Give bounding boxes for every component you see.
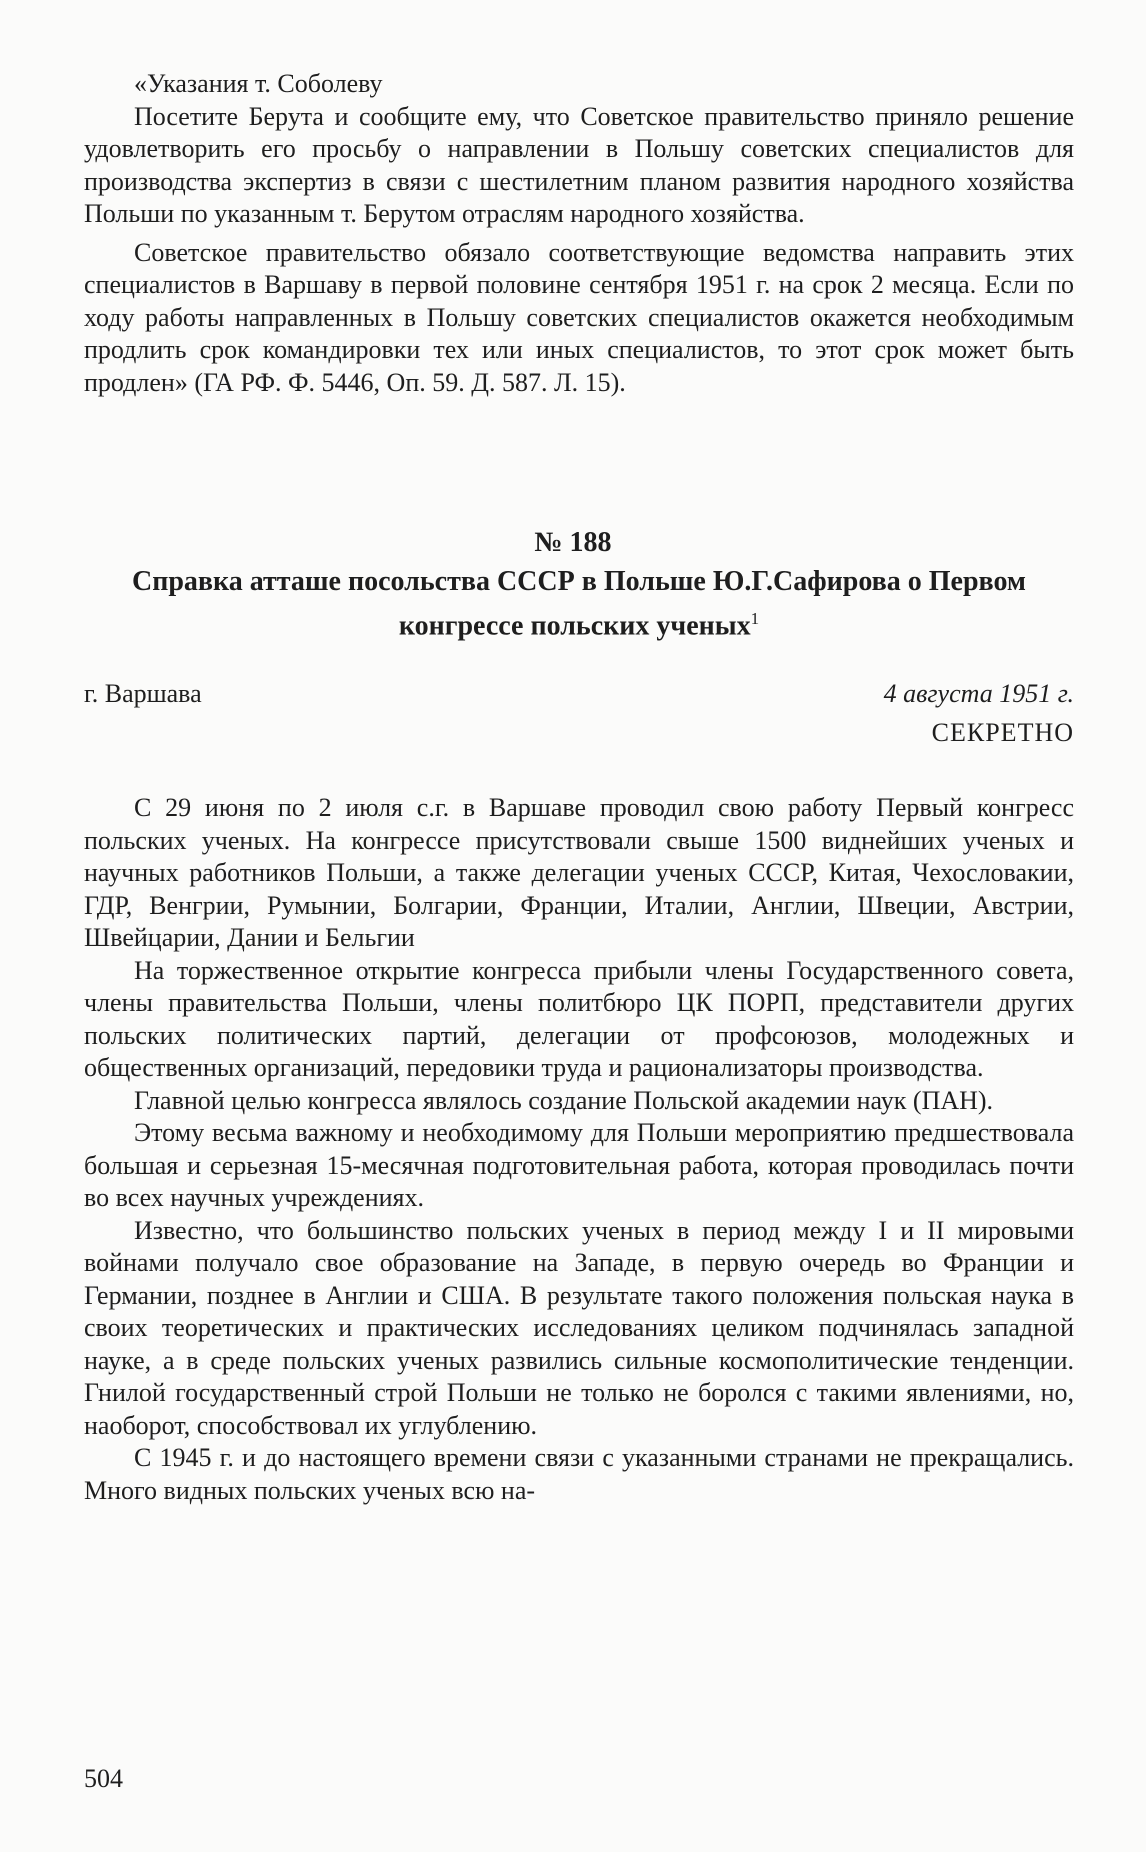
excerpt-paragraph: Советское правительство обязало соответствующие ведомства направить этих специалистов в Варшаву в первой половине сентября 1951 г. на срок 2 месяца. Если по ходу работы направленных в Польшу советских специалистов окажется необходимым продлить срок командировки тех или иных специалистов, то этот срок может быть продлен» (ГА РФ. Ф. 5446, Оп. 59. Д. 587. Л. 15). [84, 237, 1074, 397]
document-title [84, 563, 1074, 644]
body-paragraph: С 1945 г. и до настоящего времени связи с указанными странами не прекращались. Много видных польских ученых всю на- [84, 1443, 1074, 1505]
document-title-text: Справка атташе посольства СССР в Польше Ю.Г.Сафирова о Первом конгрессе польских ученых [132, 566, 1026, 642]
page-number: 504 [84, 1764, 123, 1793]
body-paragraph: Известно, что большинство польских ученых в период между I и II мировыми войнами получало свое образование на Западе, в первую очередь во Франции и Германии, позднее в Англии и США. В результате такого положения польская наука в своих теоретических и практических исследованиях целиком подчинялась западной науке, а в среде польских ученых развились сильные космополитические тенденции. Гнилой государственный строй Польши не только не боролся с такими явлениями, но, наоборот, способствовал их углублению. [84, 1215, 1074, 1440]
document-number: № 188 [534, 527, 612, 558]
preceding-document-excerpt [84, 68, 1074, 399]
body-paragraph: На торжественное открытие конгресса прибыли члены Государственного совета, члены правительства Польши, члены политбюро ЦК ПОРП, представители других польских политических партий, делегации от профсоюзов, молодежных и общественных организаций, передовики труда и рационализаторы производства. [84, 955, 1074, 1082]
document-body [84, 710, 1074, 1507]
place-date-line [84, 679, 1074, 709]
body-paragraph: Этому весьма важному и необходимому для Польши мероприятию предшествовала большая и серьезная 15-месячная подготовительная работа, которая проводилась почти во всех научных учреждениях. [84, 1118, 1074, 1212]
quote-heading: «Указания т. Соболеву [134, 69, 383, 98]
document-date: 4 августа 1951 г. [883, 679, 1074, 708]
body-paragraph: С 29 июня по 2 июля с.г. в Варшаве проводил свою работу Первый конгресс польских ученых. На конгрессе присутствовали свыше 1500 виднейших ученых и научных работников Польши, а также делегации ученых СССР, Китая, Чехословакии, ГДР, Венгрии, Румынии, Болгарии, Франции, Италии, Англии, Швеции, Австрии, Швейцарии, Дании и Бельгии [84, 793, 1074, 952]
document-place: г. Варшава [84, 679, 202, 708]
excerpt-paragraph: Посетите Берута и сообщите ему, что Советское правительство приняло решение удовлетворить его просьбу о направлении в Польшу советских специалистов для производства экспертиз в связи с шестилетним планом развития народного хозяйства Польши по указанным т. Берутом отраслям народного хозяйства. [84, 101, 1074, 228]
body-paragraph: Главной целью конгресса являлось создание Польской академии наук (ПАН). [134, 1085, 994, 1115]
footnote-mark: 1 [750, 609, 760, 628]
classification-stamp: СЕКРЕТНО [931, 718, 1074, 747]
